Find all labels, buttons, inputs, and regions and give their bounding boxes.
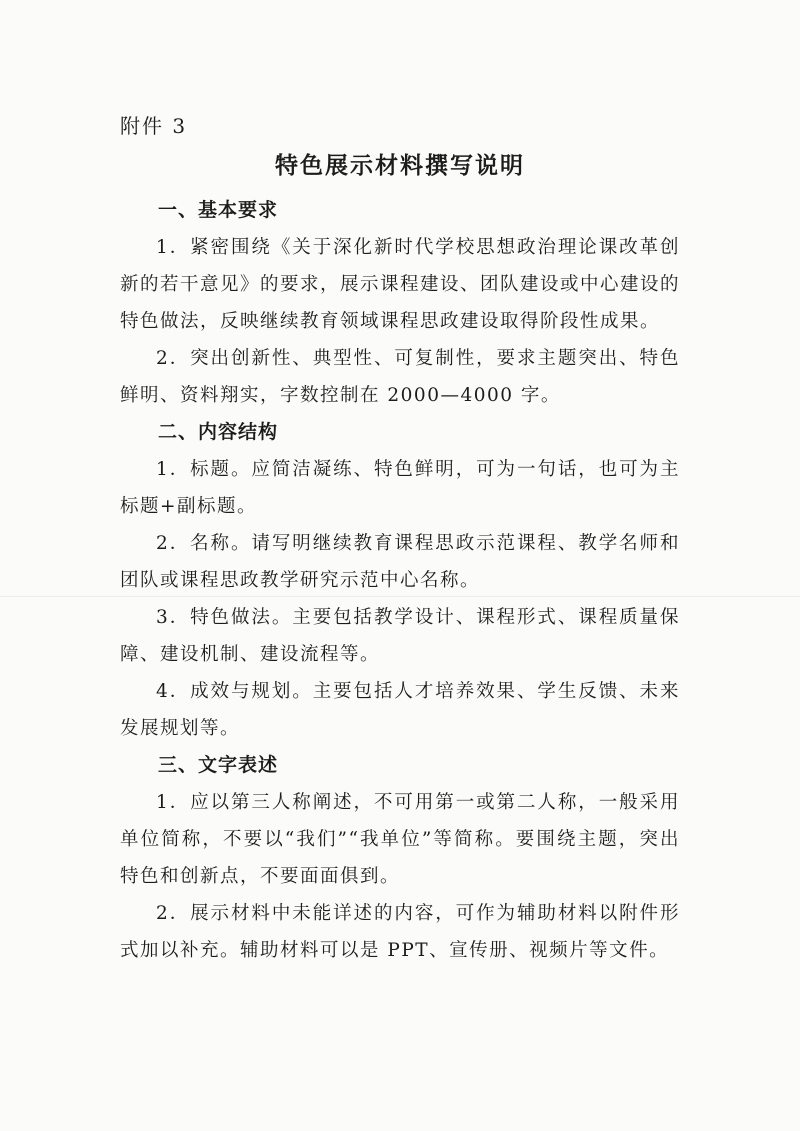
paragraph: 1．应以第三人称阐述，不可用第一或第二人称，一般采用单位简称，不要以“我们”“我单位”等简称。要围绕主题，突出特色和创新点，不要面面俱到。 — [120, 792, 680, 887]
document-title: 特色展示材料撰写说明 — [275, 153, 525, 179]
section-text-expression — [120, 747, 680, 969]
paragraph: 2．突出创新性、典型性、可复制性，要求主题突出、特色鲜明、资料翔实，字数控制在 2000—4000 字。 — [120, 348, 680, 406]
section-content-structure — [120, 414, 680, 747]
section-heading: 三、文字表述 — [158, 754, 279, 776]
paragraph: 1．标题。应简洁凝练、特色鲜明，可为一句话，也可为主标题+副标题。 — [120, 459, 680, 517]
attachment-label: 附件 3 — [120, 114, 188, 138]
paragraph: 1．紧密围绕《关于深化新时代学校思想政治理论课改革创新的若干意见》的要求，展示课程建设、团队建设或中心建设的特色做法，反映继续教育领域课程思政建设取得阶段性成果。 — [120, 237, 681, 332]
document-body — [120, 192, 680, 969]
paragraph: 4．成效与规划。主要包括人才培养效果、学生反馈、未来发展规划等。 — [120, 681, 680, 739]
section-basic-requirements — [120, 192, 680, 414]
paragraph: 2．展示材料中未能详述的内容，可作为辅助材料以附件形式加以补充。辅助材料可以是 PPT、宣传册、视频片等文件。 — [120, 903, 680, 961]
section-heading: 一、基本要求 — [158, 199, 279, 221]
paragraph: 2．名称。请写明继续教育课程思政示范课程、教学名师和团队或课程思政教学研究示范中心名称。 — [120, 533, 680, 591]
paragraph: 3．特色做法。主要包括教学设计、课程形式、课程质量保障、建设机制、建设流程等。 — [120, 607, 680, 665]
section-heading: 二、内容结构 — [158, 421, 279, 443]
